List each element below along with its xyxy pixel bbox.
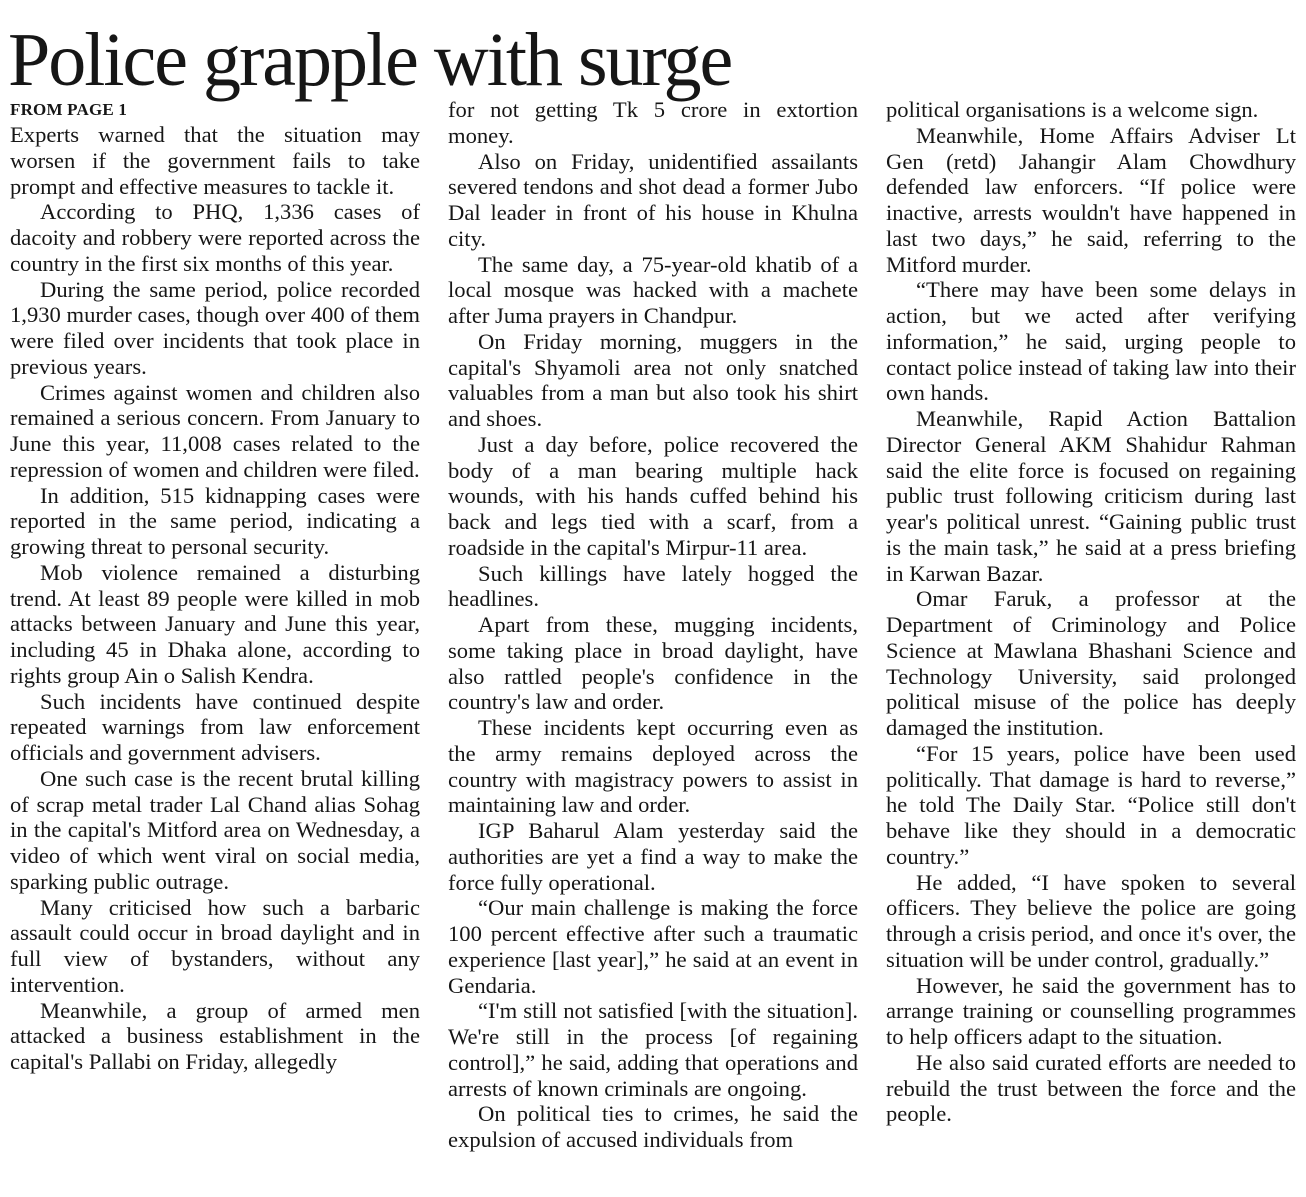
article-paragraph: However, he said the government has to arrange training or counselling programmes to help officers adapt to the situation. xyxy=(886,972,1296,1049)
article-paragraph: Experts warned that the situation may worsen if the government fails to take prompt and effective measures to tackle it. xyxy=(10,122,420,199)
article-paragraph: Such incidents have continued despite repeated warnings from law enforcement officials and government advisers. xyxy=(10,688,420,765)
article-paragraph: Many criticised how such a barbaric assault could occur in broad daylight and in full view of bystanders, without any intervention. xyxy=(10,894,420,997)
article-paragraph: The same day, a 75-year-old khatib of a local mosque was hacked with a machete after Juma prayers in Chandpur. xyxy=(448,251,858,328)
article-column-3 xyxy=(886,97,1296,1127)
article-paragraph: Crimes against women and children also remained a serious concern. From January to June this year, 11,008 cases related to the repression of women and children were filed. xyxy=(10,379,420,482)
article-paragraph: These incidents kept occurring even as the army remains deployed across the country with magistracy powers to assist in maintaining law and order. xyxy=(448,715,858,818)
article-paragraph: IGP Baharul Alam yesterday said the authorities are yet a find a way to make the force fully operational. xyxy=(448,818,858,895)
article-paragraph: On political ties to crimes, he said the expulsion of accused individuals from xyxy=(448,1101,858,1152)
article-paragraph: “For 15 years, police have been used politically. That damage is hard to reverse,” he told The Daily Star. “Police still don't behave like they should in a democratic country.” xyxy=(886,740,1296,869)
continuation-kicker: FROM PAGE 1 xyxy=(10,100,128,119)
article-paragraph: He added, “I have spoken to several officers. They believe the police are going through a crisis period, and once it's over, the situation will be under control, gradually.” xyxy=(886,869,1296,972)
article-column-1 xyxy=(10,97,420,1075)
article-paragraph: In addition, 515 kidnapping cases were reported in the same period, indicating a growing threat to personal security. xyxy=(10,482,420,559)
article-paragraph: According to PHQ, 1,336 cases of dacoity and robbery were reported across the country in the first six months of this year. xyxy=(10,199,420,276)
article-paragraph: Meanwhile, a group of armed men attacked a business establishment in the capital's Pallabi on Friday, allegedly xyxy=(10,997,420,1074)
article-paragraph: Mob violence remained a disturbing trend. At least 89 people were killed in mob attacks between January and June this year, including 45 in Dhaka alone, according to rights group Ain o Salish Kendra. xyxy=(10,559,420,688)
article-paragraph: “Our main challenge is making the force 100 percent effective after such a traumatic experience [last year],” he said at an event in Gendaria. xyxy=(448,895,858,998)
article-paragraph: political organisations is a welcome sign. xyxy=(886,97,1259,122)
article-paragraph: Such killings have lately hogged the headlines. xyxy=(448,560,858,612)
article-paragraph: One such case is the recent brutal killing of scrap metal trader Lal Chand alias Sohag in the capital's Mitford area on Wednesday, a video of which went viral on social media, sparking public outrage. xyxy=(10,765,420,894)
headline: Police grapple with surge xyxy=(8,18,732,102)
article-paragraph: Just a day before, police recovered the body of a man bearing multiple hack wounds, with his hands cuffed behind his back and legs tied with a scarf, from a roadside in the capital's Mirpur-11 area. xyxy=(448,431,858,560)
article-paragraph: Meanwhile, Home Affairs Adviser Lt Gen (retd) Jahangir Alam Chowdhury defended law enforcers. “If police were inactive, arrests wouldn't have happened in last two days,” he said, referring to the Mitford murder. xyxy=(886,122,1296,277)
article-paragraph: Apart from these, mugging incidents, some taking place in broad daylight, have also rattled people's confidence in the country's law and order. xyxy=(448,612,858,715)
article-paragraph: “There may have been some delays in action, but we acted after verifying information,” he said, urging people to contact police instead of taking law into their own hands. xyxy=(886,277,1296,406)
article-paragraph: During the same period, police recorded 1,930 murder cases, though over 400 of them were filed over incidents that took place in previous years. xyxy=(10,276,420,379)
article-paragraph: “I'm still not satisfied [with the situation]. We're still in the process [of regaining control],” he said, adding that operations and arrests of known criminals are ongoing. xyxy=(448,998,858,1101)
article-paragraph: Meanwhile, Rapid Action Battalion Director General AKM Shahidur Rahman said the elite force is focused on regaining public trust following criticism during last year's political unrest. “Gaining public trust is the main task,” he said at a press briefing in Karwan Bazar. xyxy=(886,406,1296,586)
article-paragraph: Omar Faruk, a professor at the Department of Criminology and Police Science at Mawlana Bhashani Science and Technology University, said prolonged political misuse of the police has deeply damaged the institution. xyxy=(886,586,1296,740)
article-column-2 xyxy=(448,97,858,1153)
article-paragraph: for not getting Tk 5 crore in extortion money. xyxy=(448,97,858,148)
article-paragraph: On Friday morning, muggers in the capital's Shyamoli area not only snatched valuables from a man but also took his shirt and shoes. xyxy=(448,328,858,431)
article-paragraph: Also on Friday, unidentified assailants severed tendons and shot dead a former Jubo Dal leader in front of his house in Khulna city. xyxy=(448,148,858,251)
article-paragraph: He also said curated efforts are needed to rebuild the trust between the force and the people. xyxy=(886,1049,1296,1127)
